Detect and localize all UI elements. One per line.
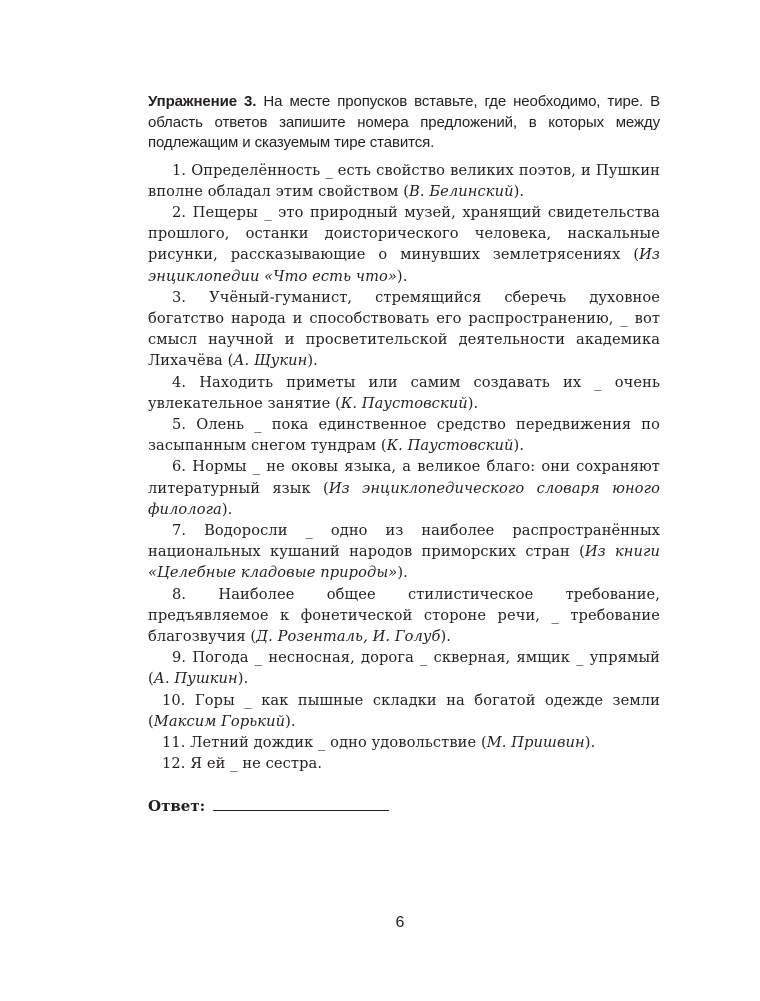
list-item: 12. Я ей _ не сестра. [162, 755, 323, 773]
sentence-list [148, 160, 660, 775]
list-item: 9. Погода _ несносная, дорога _ скверная, ямщик _ упрямый (А. Пушкин). [148, 649, 660, 688]
list-item: 6. Нормы _ не оковы языка, а великое благо: они сохраняют литературный язык (Из энциклопедического словаря юного филолога). [148, 458, 660, 518]
page-content [148, 92, 660, 816]
list-item: 3. Учёный-гуманист, стремящийся сберечь духовное богатство народа и способствовать его распространению, _ вот смысл научной и просветительской деятельности академика Лихачёва (А. Щукин). [148, 288, 660, 370]
list-item: 10. Горы _ как пышные складки на богатой одежде земли (Максим Горький). [148, 691, 660, 730]
exercise-instruction-text: На месте пропусков вставьте, где необходимо, тире. В область ответов запишите номера предложений, в которых между подлежащим и сказуемым тире ставится. [148, 93, 660, 151]
exercise-instruction [148, 92, 660, 154]
list-item: 11. Летний дождик _ одно удовольствие (М. Пришвин). [162, 733, 596, 751]
list-item: 8. Наиболее общее стилистическое требование, предъявляемое к фонетической стороне речи, _ требование благозвучия (Д. Розенталь, И. Голуб). [148, 585, 660, 645]
list-item: 2. Пещеры _ это природный музей, хранящий свидетельства прошлого, останки доисторического человека, наскальные рисунки, рассказывающие о минувших землетрясениях (Из энциклопедии «Что есть что»). [148, 203, 660, 285]
page-number: 6 [395, 914, 405, 931]
list-item: 7. Водоросли _ одно из наиболее распространённых национальных кушаний народов приморских стран (Из книги «Целебные кладовые природы»). [148, 521, 660, 582]
exercise-title: Упражнение 3. [148, 93, 257, 110]
list-item: 1. Определённость _ есть свойство великих поэтов, и Пушкин вполне обладал этим свойством (В. Белинский). [148, 161, 660, 200]
answer-field[interactable] [148, 796, 660, 816]
list-item: 4. Находить приметы или самим создавать их _ очень увлекательное занятие (К. Паустовский). [148, 373, 660, 412]
list-item: 5. Олень _ пока единственное средство передвижения по засыпанным снегом тундрам (К. Паустовский). [148, 415, 661, 455]
answer-label: Ответ: [148, 797, 206, 816]
answer-blank-line[interactable] [213, 796, 389, 811]
